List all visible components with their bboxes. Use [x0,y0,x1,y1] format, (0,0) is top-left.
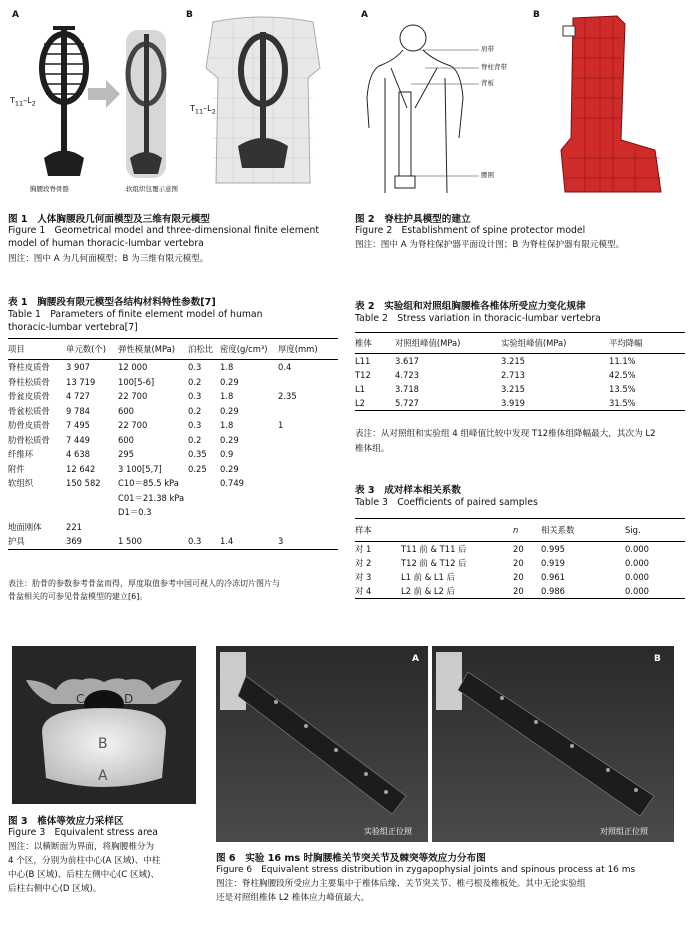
table1-cell: 0.35 [188,449,207,460]
fig6b-spine-graphic [432,646,674,842]
table1-cell: D1＝0.3 [118,507,152,518]
table1-cell [8,505,66,520]
fig3-label-a: A [98,768,108,784]
table3-cell: 对 3 [355,572,372,582]
table3-row [355,570,685,584]
table1-cell: 9 784 [66,405,90,416]
table1-cell: 0.3 [188,420,202,431]
table1-cell: 1 [278,420,284,431]
table1-cell [278,462,338,477]
table1-title-zh: 表 1 胸腰段有限元模型各结构材料特性参数[7] [8,297,216,308]
table1-cell [66,505,118,520]
fig6-panel-a-letter: A [412,654,419,664]
table1-cell: 1.8 [220,362,234,373]
table1-cell: C01＝21.38 kPa [118,492,185,503]
fig2-panel-a-label: A [361,10,368,20]
table1-header: 厚度(mm) [278,344,318,354]
table1-cell: 13 719 [66,376,96,387]
table1-cell: 0.2 [188,434,202,445]
table1-cell: 1 500 [118,536,142,547]
table2-cell: 3.617 [395,356,419,366]
table3-cell: 0.919 [541,558,565,568]
table3-header: n [513,525,519,535]
table1-row [8,476,338,491]
table3-cell: 对 1 [355,544,372,554]
table1-cell: 肋骨松质骨 [8,434,50,445]
fig2-protector-graphic [355,8,685,198]
table2-cell: 42.5% [609,370,636,380]
table1-cell: 0.29 [220,376,239,387]
table1-cell [278,505,338,520]
table1-row [8,520,338,535]
table1-cell [8,491,66,506]
table2 [355,332,685,411]
table1-cell [278,447,338,462]
table1-cell: 4 727 [66,391,90,402]
table3-cell: 0.995 [541,544,565,554]
table1-cell: 地面刚体 [8,521,42,532]
table2-cell: 3.215 [501,356,525,366]
table1-cell: 221 [66,521,82,532]
table2-cell: 4.723 [395,370,419,380]
table2-title-zh: 表 2 实验组和对照组胸腰椎各椎体所受应力变化规律 [355,301,586,312]
table3-title-zh: 表 3 成对样本相关系数 [355,485,461,496]
table3-cell: T12 前 & T12 后 [401,558,467,568]
fig1-sub-b: 软组织包覆示意图 [126,185,178,193]
table1-cell [278,375,338,390]
fig3-caption-zh: 图 3 椎体等效应力采样区 [8,816,124,827]
table1-cell: 护具 [8,536,25,547]
table3 [355,518,685,599]
table1-cell: 369 [66,536,82,547]
fig1-note: 图注：图中 A 为几何面模型；B 为三维有限元模型。 [8,254,209,264]
fig1-skeleton-graphic [8,8,338,198]
table1-cell: 3 100[5,7] [118,463,162,474]
table1-cell: 3 907 [66,362,90,373]
table3-cell: 0.000 [625,586,649,596]
table1-cell: 软组织 [8,478,34,489]
table1-row [8,433,338,448]
table1-header: 密度(g/cm³) [220,344,268,354]
table1-cell: 0.9 [220,449,234,460]
table1-cell [188,491,220,506]
table1-cell: C10＝85.5 kPa [118,478,179,489]
table2-note1: 表注：从对照组和实验组 4 组峰值比较中发现 T12椎体组降幅最大，其次为 L2 [355,429,656,439]
table1-note1: 表注：肋骨的参数参考骨盆而得，厚度取值参考中国可视人的冷冻切片图片与 [8,579,280,588]
fig6-panel-b-letter: B [654,654,661,664]
table3-cell: 0.961 [541,572,565,582]
table1-cell: 1.4 [220,536,234,547]
table3-header-row [355,519,685,542]
table1-cell: 100[5-6] [118,376,155,387]
table1 [8,338,338,550]
table1-cell: 12 642 [66,463,96,474]
fig1-sub-a: 胸腰段脊骨骼 [30,185,69,193]
table2-cell: 31.5% [609,398,636,408]
table3-cell: T11 前 & T11 后 [401,544,467,554]
fig3-note-4: 后柱右侧中心(D 区域)。 [8,884,102,894]
table3-cell: L1 前 & L1 后 [401,572,455,582]
table1-cell: 附件 [8,463,25,474]
table3-cell: 20 [513,572,524,582]
table1-cell [278,433,338,448]
fig3-note-3: 中心(B 区域)、后柱左侧中心(C 区域)、 [8,870,160,880]
fig1-label-b: $T_{11}-L_2$ [190,104,216,116]
table1-cell: 7 495 [66,420,90,431]
table1-row [8,389,338,404]
table2-cell: 13.5% [609,384,636,394]
fig3-label-b: B [98,736,108,752]
fig3-label-d: D [124,692,134,706]
table2-cell: 3.215 [501,384,525,394]
table3-cell: 0.000 [625,572,649,582]
table1-cell: 脊柱皮质骨 [8,362,50,373]
table1-header: 单元数(个) [66,344,107,354]
table2-header: 对照组峰值(MPa) [395,338,461,348]
fig6a-spine-graphic [216,646,428,842]
table1-header: 项目 [8,344,25,354]
table3-cell: 20 [513,544,524,554]
table1-row [8,491,338,506]
table1-row [8,360,338,375]
table1-cell: 0.29 [220,434,239,445]
fig6-label-b: 对照组正位照 [600,827,648,836]
table2-cell: 11.1% [609,356,636,366]
table3-row [355,542,685,557]
table1-title-en1: Table 1 Parameters of finite element model of human [8,309,263,320]
table1-cell: 0.4 [278,362,292,373]
table3-cell: 20 [513,586,524,596]
table2-row [355,354,685,369]
fig6-label-a: 实验组正位照 [364,827,412,836]
table1-cell: 1.8 [220,420,234,431]
fig1-caption-zh: 图 1 人体胸腰段几何面模型及三维有限元模型 [8,214,210,225]
table1-cell [278,491,338,506]
table2-cell: T12 [355,370,371,380]
fig2-caption-en: Figure 2 Establishment of spine protector model [355,225,586,236]
table1-cell: 0.29 [220,463,239,474]
table3-row [355,556,685,570]
table1-cell: 12 000 [118,362,148,373]
table1-row [8,534,338,549]
table3-row [355,584,685,599]
table1-row [8,447,338,462]
figure-3 [12,646,196,804]
table1-cell: 150 582 [66,478,101,489]
table1-cell: 0.2 [188,376,202,387]
table2-cell: 3.718 [395,384,419,394]
fig1-label-a: $T_{11}-L_2$ [10,96,36,108]
table2-row [355,368,685,382]
table1-row [8,418,338,433]
table1-cell [220,505,278,520]
figure-1 [8,8,338,198]
fig3-note-2: 4 个区，分别为前柱中心(A 区域)、中柱 [8,856,161,866]
table1-cell [220,520,278,535]
table1-cell [188,476,220,491]
table1-cell: 0.3 [188,362,202,373]
fig3-caption-en: Figure 3 Equivalent stress area [8,827,158,838]
table2-header: 椎体 [355,338,372,348]
fig1-caption-en1: Figure 1 Geometrical model and three-dimensional finite element [8,225,320,236]
fig2-label-shoulder: 肩带 [481,45,494,53]
table1-cell: 0.2 [188,405,202,416]
figure-6-panel-a [216,646,428,842]
table2-cell: L1 [355,384,365,394]
table1-cell: 肋骨皮质骨 [8,420,50,431]
table1-cell: 4 638 [66,449,90,460]
table1-row [8,505,338,520]
fig3-label-c: C [76,692,85,706]
table1-cell: 600 [118,405,134,416]
table3-header [401,519,513,542]
table2-header: 实验组峰值(MPa) [501,338,567,348]
table2-header: 平均降幅 [609,338,643,348]
table1-cell [188,505,220,520]
table1-cell: 0.749 [220,478,244,489]
table1-cell: 2.35 [278,391,297,402]
fig6-caption-zh: 图 6 实验 16 ms 时胸腰椎关节突关节及棘突等效应力分布图 [216,853,486,864]
table1-cell: 22 700 [118,420,148,431]
table3-cell: 对 4 [355,586,372,596]
fig6-caption-en: Figure 6 Equivalent stress distribution in zygapophysial joints and spinous process at 16 ms [216,865,636,875]
fig1-caption-en2: model of human thoracic-lumbar vertebra [8,238,204,249]
table1-cell: 295 [118,449,134,460]
table3-title-en: Table 3 Coefficients of paired samples [355,497,538,508]
table3-cell: 对 2 [355,558,372,568]
table1-cell [278,520,338,535]
table1-cell: 600 [118,434,134,445]
fig6-note1: 图注：脊柱胸腰段所受应力主要集中于椎体后缘、关节突关节、椎弓根及椎板处。其中无论实验组 [216,879,586,889]
table1-cell: 0.25 [188,463,207,474]
figure-6-panel-b [432,646,674,842]
table2-row [355,396,685,411]
fig3-note-1: 图注：以横断面为界面，将胸腰椎分为 [8,842,155,852]
table1-row [8,375,338,390]
fig6-note2: 还是对照组椎体 L2 椎体应力峰值最大。 [216,893,370,903]
fig1-panel-b-label: B [186,10,193,20]
table1-cell: 7 449 [66,434,90,445]
table2-cell: 5.727 [395,398,419,408]
table3-cell: 0.986 [541,586,565,596]
fig2-caption-zh: 图 2 脊柱护具模型的建立 [355,214,471,225]
table2-cell: L2 [355,398,365,408]
table2-header-row [355,333,685,354]
table1-row [8,404,338,419]
fig2-note: 图注：图中 A 为脊柱保护器平面设计图；B 为脊柱保护器有限元模型。 [355,240,625,250]
table2-cell: L11 [355,356,371,366]
table1-cell [278,404,338,419]
fig2-label-belt: 腰围 [481,171,494,179]
table1-note2: 骨盆相关的可参见骨盆模型的建立[6]。 [8,592,148,601]
table2-cell: 3.919 [501,398,525,408]
table3-header: 相关系数 [541,525,575,535]
table1-cell: 骨盆皮质骨 [8,391,50,402]
fig2-label-board: 背板 [481,79,494,87]
fig2-label-strap: 脊柱背带 [481,63,507,71]
fig2-panel-b-label: B [533,10,540,20]
table1-cell: 1.8 [220,391,234,402]
table1-header: 泊松比 [188,344,214,354]
table2-title-en: Table 2 Stress variation in thoracic-lumbar vertebra [355,313,601,324]
table1-cell: 3 [278,536,284,547]
table1-cell [66,491,118,506]
table3-header: Sig. [625,525,641,535]
table1-cell [188,520,220,535]
table2-note2: 椎体组。 [355,444,390,454]
table1-cell: 脊柱松质骨 [8,376,50,387]
table1-header-row [8,339,338,360]
table1-title-en2: thoracic-lumbar vertebra[7] [8,322,138,333]
table3-header: 样本 [355,525,372,535]
table3-cell: 0.000 [625,558,649,568]
table1-cell: 0.3 [188,536,202,547]
fig1-panel-a-label: A [12,10,19,20]
table1-cell: 22 700 [118,391,148,402]
table1-row [8,462,338,477]
table1-cell [220,491,278,506]
figure-2 [355,8,685,198]
table1-cell: 纤维环 [8,449,34,460]
table1-cell: 骨盆松质骨 [8,405,50,416]
table1-cell [118,520,188,535]
table1-header: 弹性模量(MPa) [118,344,176,354]
table3-cell: 20 [513,558,524,568]
table2-cell: 2.713 [501,370,525,380]
table3-cell: 0.000 [625,544,649,554]
table1-cell [278,476,338,491]
table3-cell: L2 前 & L2 后 [401,586,455,596]
table1-cell: 0.29 [220,405,239,416]
table1-cell: 0.3 [188,391,202,402]
table2-row [355,382,685,396]
